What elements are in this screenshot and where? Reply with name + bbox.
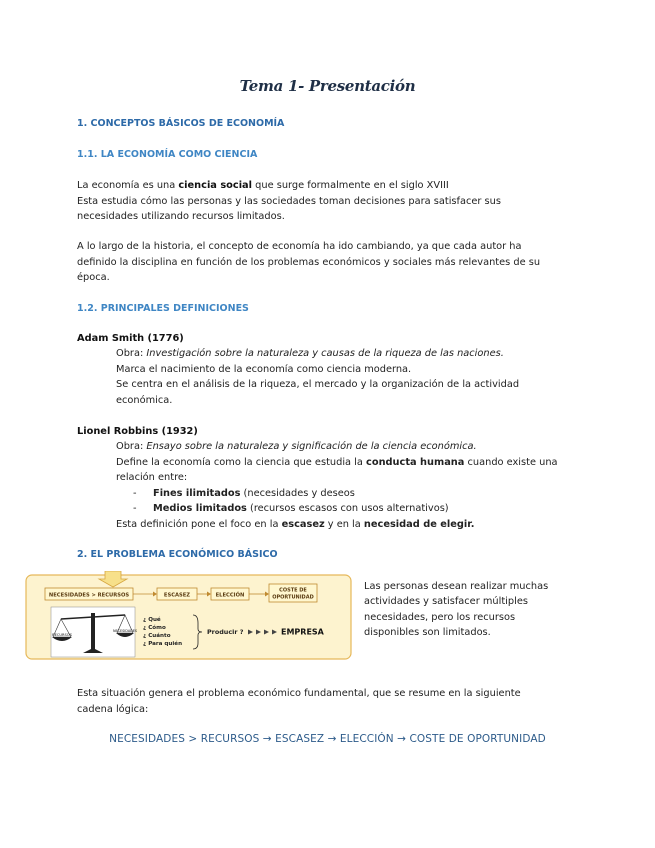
text: que surge formalmente en el siglo XVIII (252, 180, 449, 191)
smith-obra (116, 346, 586, 362)
side-line-2: actividades y satisfacer múltiples (364, 596, 528, 608)
robbins-focus (116, 517, 586, 533)
text: (recursos escasos con usos alternativos) (246, 503, 449, 515)
robbins-obra (116, 439, 586, 455)
question-para-quien: ¿ Para quién (143, 641, 183, 647)
bold-text: Fines ilimitados (153, 487, 241, 499)
text: cuando existe una (464, 456, 558, 468)
side-line-4: disponibles son limitados. (364, 627, 491, 639)
page-title: Tema 1- Presentación (239, 77, 416, 95)
smith-line2: Marca el nacimiento de la economía como ciencia moderna. (116, 363, 412, 375)
box-coste-label-1: COSTE DE (279, 587, 307, 594)
scale-label-necesidades: NECESIDADES (112, 629, 138, 633)
obra-title: Ensayo sobre la naturaleza y significación de la ciencia económica. (146, 441, 477, 452)
bullet-dash: - (133, 503, 137, 515)
diagram-side-text (364, 579, 574, 641)
text: Esta definición pone el foco en la (116, 519, 282, 530)
section-heading-1-2: 1.2. PRINCIPALES DEFINICIONES (77, 303, 249, 314)
box-coste-label-2: OPORTUNIDAD (272, 594, 314, 601)
economic-problem-diagram (25, 571, 352, 660)
bold-text: escasez (281, 519, 325, 530)
paragraph-historia-line1: A lo largo de la historia, el concepto de economía ha ido cambiando, ya que cada autor ha (77, 241, 522, 252)
obra-title: Investigación sobre la naturaleza y causas de la riqueza de las naciones. (146, 348, 504, 359)
question-como: ¿ Cómo (143, 625, 166, 631)
text: (necesidades y deseos (240, 487, 355, 499)
text: y en la (324, 519, 364, 530)
box-necesidades-label: NECESIDADES > RECURSOS (48, 592, 130, 599)
bold-text: Medios limitados (153, 503, 247, 515)
bullet-dash: - (133, 487, 137, 499)
author-robbins: Lionel Robbins (1932) (77, 426, 198, 437)
empresa-label: EMPRESA (281, 627, 324, 637)
section-heading-1-1: 1.1. LA ECONOMÍA COMO CIENCIA (77, 149, 258, 160)
paragraph-economia-line1 (77, 178, 449, 194)
obra-label: Obra: (116, 348, 147, 359)
obra-label: Obra: (116, 441, 147, 452)
bold-text: necesidad de elegir. (363, 519, 475, 530)
bullet-medios (133, 501, 449, 517)
side-line-1: Las personas desean realizar muchas (364, 581, 549, 592)
question-que: ¿ Qué (143, 617, 161, 623)
paragraph-historia-line2: definido la disciplina en función de los problemas económicos y sociales más relevantes de su (77, 256, 541, 268)
producir-label: Producir ? (207, 628, 244, 636)
robbins-definition (116, 455, 586, 471)
logic-chain: NECESIDADES > RECURSOS → ESCASEZ → ELECCIÓN → COSTE DE OPORTUNIDAD (109, 733, 546, 745)
bold-text: ciencia social (178, 180, 253, 191)
side-line-3: necesidades, pero los recursos (364, 611, 516, 623)
paragraph-economia-line2: Esta estudia cómo las personas y las sociedades toman decisiones para satisfacer sus (77, 195, 501, 207)
smith-line3: Se centra en el análisis de la riqueza, el mercado y la organización de la actividad (116, 379, 520, 391)
paragraph-problema-line1: Esta situación genera el problema económico fundamental, que se resume en la siguiente (77, 688, 521, 699)
bullet-fines (133, 486, 355, 502)
robbins-definition-line2: relación entre: (116, 472, 188, 484)
text: La economía es una (77, 180, 179, 191)
paragraph-economia-line3: necesidades utilizando recursos limitados. (77, 211, 285, 223)
box-eleccion-label: ELECCIÓN (215, 592, 245, 599)
section-heading-1: 1. CONCEPTOS BÁSICOS DE ECONOMÍA (77, 118, 285, 129)
scale-label-recursos: RECURSOS (52, 633, 72, 637)
paragraph-problema-line2: cadena lógica: (77, 703, 149, 715)
question-cuanto: ¿ Cuánto (143, 633, 171, 639)
box-escasez-label: ESCASEZ (163, 592, 191, 599)
paragraph-historia-line3: época. (77, 272, 110, 284)
section-heading-2: 2. EL PROBLEMA ECONÓMICO BÁSICO (77, 549, 278, 560)
smith-line4: económica. (116, 394, 173, 406)
text: Define la economía como la ciencia que estudia la (116, 456, 367, 468)
bold-text: conducta humana (366, 456, 465, 468)
author-smith: Adam Smith (1776) (77, 333, 184, 344)
